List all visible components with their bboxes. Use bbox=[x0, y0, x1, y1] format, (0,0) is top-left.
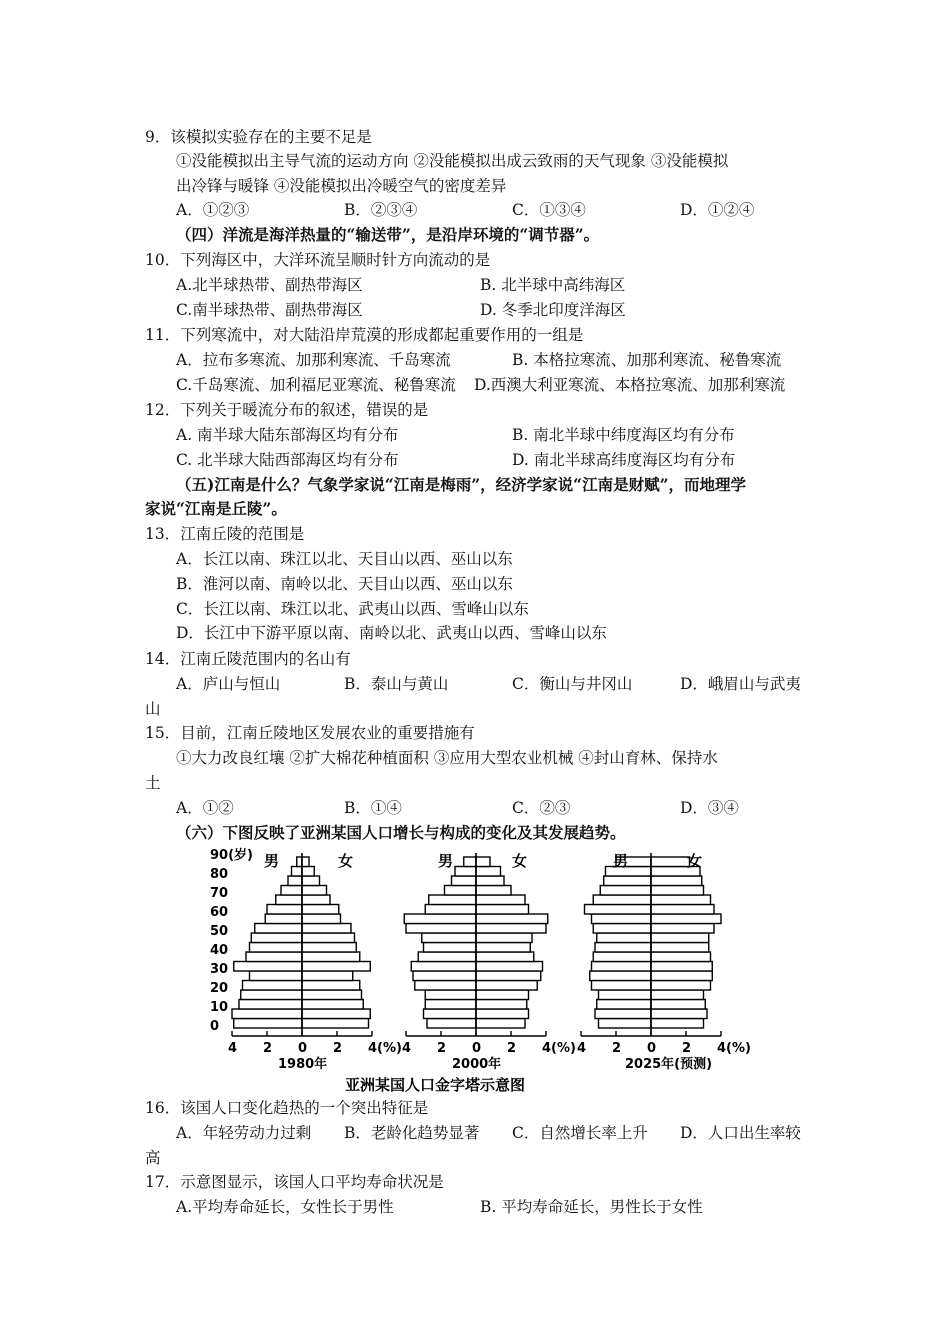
q14-option-d: D．峨眉山与武夷 bbox=[680, 675, 801, 693]
pyramid-bar-female bbox=[651, 1019, 704, 1029]
y-tick-label: 30 bbox=[210, 962, 229, 977]
pyramid-bar-female bbox=[476, 1000, 527, 1010]
q9-option-d: D．①②④ bbox=[680, 201, 755, 219]
male-label: 男 bbox=[264, 852, 280, 870]
pyramid-bar-female bbox=[651, 933, 709, 943]
pyramid-bar-male bbox=[241, 990, 302, 1000]
pyramid-bar-female bbox=[476, 857, 490, 867]
q10-option-b: B. 北半球中高纬海区 bbox=[480, 276, 626, 294]
pyramid-bar-male bbox=[595, 943, 651, 953]
pyramid-bar-female bbox=[476, 867, 501, 877]
pyramid-bar-male bbox=[406, 924, 476, 934]
pyramid-x-tick-label: 2 bbox=[507, 1041, 517, 1056]
pyramid-year-label: 2025年(预测) bbox=[625, 1057, 713, 1072]
y-tick-label: 80 bbox=[210, 867, 229, 882]
q15-option-b: B．①④ bbox=[344, 799, 402, 817]
pyramid-bar-female bbox=[651, 886, 704, 896]
pyramid-bar-female bbox=[651, 943, 709, 953]
q9-items-line1: ①没能模拟出主导气流的运动方向 ②没能模拟出成云致雨的天气现象 ③没能模拟 bbox=[176, 152, 729, 170]
pyramid-bar-female bbox=[302, 933, 355, 943]
q17-stem: 17．示意图显示，该国人口平均寿命状况是 bbox=[145, 1173, 444, 1191]
q11-option-c: C.千岛寒流、加利福尼亚寒流、秘鲁寒流 bbox=[176, 376, 456, 394]
pyramid-bar-female bbox=[651, 905, 714, 915]
pyramid-x-tick-label: 0 bbox=[647, 1041, 657, 1056]
pyramid-bar-female bbox=[651, 876, 702, 886]
pyramid-bar-female bbox=[651, 952, 711, 962]
pyramid-x-tick-label: 2 bbox=[263, 1041, 273, 1056]
pyramid-bar-female bbox=[302, 857, 309, 867]
q12-option-c: C. 北半球大陆西部海区均有分布 bbox=[176, 451, 399, 469]
pyramid-bar-female bbox=[476, 962, 543, 972]
y-axis-label: 90(岁) bbox=[210, 848, 253, 863]
pyramid-bar-female bbox=[302, 952, 360, 962]
section-5-heading-line1: （五)江南是什么？气象学家说“江南是梅雨”，经济学家说“江南是财赋”，而地理学 bbox=[176, 475, 746, 494]
pyramid-bar-female bbox=[476, 943, 530, 953]
pyramid-bar-female bbox=[651, 962, 712, 972]
pyramid-bar-male bbox=[413, 971, 476, 981]
q12-stem: 12．下列关于暖流分布的叙述，错误的是 bbox=[145, 401, 429, 419]
q15-option-c: C．②③ bbox=[512, 799, 571, 817]
q14-option-c: C．衡山与井冈山 bbox=[512, 675, 633, 693]
y-tick-label: 70 bbox=[210, 886, 229, 901]
pyramid-bar-male bbox=[597, 1000, 651, 1010]
pyramid-x-tick-label: 4 bbox=[228, 1041, 238, 1056]
q9-option-c: C．①③④ bbox=[512, 201, 586, 219]
q15-items-line1: ①大力改良红壤 ②扩大棉花种植面积 ③应用大型农业机械 ④封山育林、保持水 bbox=[176, 749, 718, 767]
pyramid-bar-female bbox=[476, 1019, 525, 1029]
pyramid-bar-male bbox=[592, 981, 652, 991]
pyramid-bar-female bbox=[302, 971, 353, 981]
pyramid-x-tick-label: 4 bbox=[402, 1041, 412, 1056]
pyramid-bar-female bbox=[476, 914, 548, 924]
pyramid-x-tick-label: 4(%) bbox=[368, 1041, 402, 1056]
pyramid-bar-female bbox=[476, 981, 537, 991]
pyramid-bar-female bbox=[651, 914, 721, 924]
pyramid-bar-male bbox=[585, 905, 652, 915]
pyramid-bar-male bbox=[599, 1019, 652, 1029]
section-5-heading-line2: 家说“江南是丘陵”。 bbox=[145, 499, 287, 518]
q10-option-c: C.南半球热带、副热带海区 bbox=[176, 301, 363, 319]
pyramid-bar-male bbox=[429, 895, 476, 905]
q9-stem: 9．该模拟实验存在的主要不足是 bbox=[145, 128, 372, 146]
pyramid-x-tick-label: 4 bbox=[577, 1041, 587, 1056]
population-pyramid-chart bbox=[205, 848, 751, 1098]
q15-option-a: A．①② bbox=[176, 799, 234, 817]
pyramid-bar-female bbox=[302, 924, 351, 934]
pyramid-bar-female bbox=[651, 990, 704, 1000]
q15-items-line2: 土 bbox=[145, 774, 161, 792]
pyramid-x-tick-label: 0 bbox=[472, 1041, 482, 1056]
q16-option-d-wrap: 高 bbox=[145, 1149, 161, 1167]
chart-title: 亚洲某国人口金字塔示意图 bbox=[345, 1076, 526, 1094]
q9-items-line2: 出冷锋与暖锋 ④没能模拟出冷暖空气的密度差异 bbox=[176, 177, 507, 195]
pyramid-bar-female bbox=[302, 914, 341, 924]
q12-option-d: D. 南北半球高纬度海区均有分布 bbox=[512, 451, 736, 469]
pyramid-bar-male bbox=[246, 952, 302, 962]
y-tick-label: 20 bbox=[210, 981, 229, 996]
y-tick-label: 50 bbox=[210, 924, 229, 939]
pyramid-x-tick-label: 2 bbox=[612, 1041, 622, 1056]
q12-option-b: B. 南北半球中纬度海区均有分布 bbox=[512, 426, 735, 444]
pyramid-bar-male bbox=[265, 914, 302, 924]
q10-option-a: A.北半球热带、副热带海区 bbox=[176, 276, 363, 294]
pyramid-bar-male bbox=[595, 1009, 651, 1019]
pyramid-bar-male bbox=[234, 1019, 302, 1029]
pyramid-bar-female bbox=[476, 952, 534, 962]
pyramid-bar-female bbox=[651, 1009, 707, 1019]
pyramid-bar-female bbox=[302, 905, 339, 915]
q11-option-b: B. 本格拉寒流、加那利寒流、秘鲁寒流 bbox=[512, 351, 782, 369]
pyramid-bar-female bbox=[476, 1009, 529, 1019]
pyramid-x-tick-label: 4(%) bbox=[542, 1041, 576, 1056]
pyramid-bar-male bbox=[593, 924, 651, 934]
q9-option-a: A．①②③ bbox=[176, 201, 250, 219]
section-6-heading: （六）下图反映了亚洲某国人口增长与构成的变化及其发展趋势。 bbox=[176, 823, 626, 842]
pyramid-bar-female bbox=[302, 990, 362, 1000]
q16-option-d: D．人口出生率较 bbox=[680, 1124, 801, 1142]
pyramid-year-label: 2000年 bbox=[452, 1057, 502, 1072]
y-tick-label: 0 bbox=[210, 1019, 220, 1034]
y-tick-label: 40 bbox=[210, 943, 229, 958]
pyramid-bar-male bbox=[251, 933, 302, 943]
pyramid-bar-male bbox=[427, 1019, 476, 1029]
q16-option-b: B．老龄化趋势显著 bbox=[344, 1124, 480, 1142]
q14-option-d-wrap: 山 bbox=[145, 700, 161, 718]
male-label: 男 bbox=[613, 852, 629, 870]
q15-option-d: D．③④ bbox=[680, 799, 739, 817]
population-pyramid-figure bbox=[205, 848, 751, 1098]
q16-option-a: A．年轻劳动力过剩 bbox=[176, 1124, 312, 1142]
pyramid-bar-male bbox=[404, 914, 476, 924]
q11-option-d: D.西澳大利亚寒流、本格拉寒流、加那利寒流 bbox=[474, 376, 786, 394]
q17-option-a: A.平均寿命延长，女性长于男性 bbox=[176, 1198, 394, 1216]
pyramid-bar-male bbox=[267, 905, 302, 915]
pyramid-bar-male bbox=[425, 1000, 476, 1010]
pyramid-bar-male bbox=[292, 867, 303, 877]
pyramid-bar-female bbox=[302, 962, 370, 972]
pyramid-bar-female bbox=[476, 990, 529, 1000]
pyramid-bar-female bbox=[302, 1009, 370, 1019]
q15-stem: 15．目前，江南丘陵地区发展农业的重要措施有 bbox=[145, 724, 475, 742]
q13-option-c: C．长江以南、珠江以北、武夷山以西、雪峰山以东 bbox=[176, 600, 529, 618]
pyramid-bar-male bbox=[288, 876, 302, 886]
pyramid-bar-female bbox=[302, 1019, 369, 1029]
pyramid-bar-female bbox=[651, 895, 711, 905]
pyramid-bar-male bbox=[255, 924, 302, 934]
pyramid-x-tick-label: 0 bbox=[298, 1041, 308, 1056]
pyramid-bar-male bbox=[239, 1000, 302, 1010]
pyramid-bar-male bbox=[250, 971, 303, 981]
q13-option-d: D．长江中下游平原以南、南岭以北、武夷山以西、雪峰山以东 bbox=[176, 624, 607, 642]
pyramid-bar-female bbox=[302, 943, 356, 953]
female-label: 女 bbox=[687, 852, 703, 870]
pyramid-bar-male bbox=[418, 952, 476, 962]
pyramid-bar-male bbox=[590, 971, 651, 981]
pyramid-x-tick-label: 2 bbox=[333, 1041, 343, 1056]
pyramid-bar-male bbox=[425, 905, 476, 915]
pyramid-bar-male bbox=[425, 990, 476, 1000]
q16-option-c: C．自然增长率上升 bbox=[512, 1124, 648, 1142]
pyramid-bar-male bbox=[243, 981, 303, 991]
q12-option-a: A. 南半球大陆东部海区均有分布 bbox=[176, 426, 399, 444]
section-4-heading: （四）洋流是海洋热量的“输送带”，是沿岸环境的“调节器”。 bbox=[176, 225, 600, 244]
pyramid-bar-male bbox=[234, 962, 302, 972]
pyramid-bar-female bbox=[476, 895, 525, 905]
pyramid-x-tick-label: 2 bbox=[682, 1041, 692, 1056]
pyramid-bar-female bbox=[651, 1000, 705, 1010]
pyramid-bar-female bbox=[651, 971, 712, 981]
female-label: 女 bbox=[338, 852, 354, 870]
pyramid-bar-male bbox=[593, 952, 651, 962]
pyramid-bar-male bbox=[593, 895, 651, 905]
pyramid-bar-female bbox=[302, 1000, 363, 1010]
pyramid-x-tick-label: 2 bbox=[437, 1041, 447, 1056]
q11-option-a: A．拉布多寒流、加那利寒流、千岛寒流 bbox=[176, 351, 451, 369]
q17-option-b: B. 平均寿命延长，男性长于女性 bbox=[480, 1198, 703, 1216]
pyramid-bar-male bbox=[276, 895, 302, 905]
pyramid-bar-male bbox=[424, 1009, 477, 1019]
q14-option-b: B．泰山与黄山 bbox=[344, 675, 449, 693]
pyramid-x-tick-label: 4(%) bbox=[717, 1041, 751, 1056]
pyramid-bar-male bbox=[281, 886, 302, 896]
y-tick-label: 60 bbox=[210, 905, 229, 920]
pyramid-bar-female bbox=[302, 981, 360, 991]
pyramid-year-label: 1980年 bbox=[278, 1057, 328, 1072]
pyramid-bar-female bbox=[476, 971, 541, 981]
q10-stem: 10．下列海区中，大洋环流呈顺时针方向流动的是 bbox=[145, 251, 491, 269]
pyramid-bar-female bbox=[476, 886, 511, 896]
q14-option-a: A．庐山与恒山 bbox=[176, 675, 281, 693]
pyramid-bar-male bbox=[411, 962, 476, 972]
pyramid-bar-female bbox=[651, 981, 711, 991]
q9-option-b: B．②③④ bbox=[344, 201, 418, 219]
pyramid-bar-male bbox=[424, 943, 477, 953]
pyramid-bar-female bbox=[651, 924, 714, 934]
pyramid-bar-male bbox=[604, 876, 651, 886]
pyramid-bar-male bbox=[464, 857, 476, 867]
pyramid-bar-female bbox=[476, 905, 529, 915]
pyramid-bar-female bbox=[302, 876, 320, 886]
pyramid-bar-male bbox=[597, 933, 651, 943]
male-label: 男 bbox=[438, 852, 454, 870]
pyramid-bar-female bbox=[302, 867, 314, 877]
q13-stem: 13．江南丘陵的范围是 bbox=[145, 525, 305, 543]
pyramid-bar-male bbox=[599, 990, 652, 1000]
pyramid-bar-female bbox=[476, 933, 532, 943]
q10-option-d: D. 冬季北印度洋海区 bbox=[480, 301, 626, 319]
pyramid-bar-male bbox=[592, 914, 652, 924]
pyramid-bar-male bbox=[415, 981, 476, 991]
q13-option-b: B．淮河以南、南岭以北、天目山以西、巫山以东 bbox=[176, 575, 513, 593]
q11-stem: 11．下列寒流中，对大陆沿岸荒漠的形成都起重要作用的一组是 bbox=[145, 326, 584, 344]
q14-stem: 14．江南丘陵范围内的名山有 bbox=[145, 650, 351, 668]
q16-stem: 16．该国人口变化趋热的一个突出特征是 bbox=[145, 1099, 429, 1117]
female-label: 女 bbox=[512, 852, 528, 870]
pyramid-bar-female bbox=[302, 895, 330, 905]
pyramid-bar-male bbox=[600, 886, 651, 896]
y-tick-label: 10 bbox=[210, 1000, 229, 1015]
pyramid-bar-male bbox=[445, 886, 477, 896]
pyramid-bar-male bbox=[452, 876, 477, 886]
pyramid-bar-female bbox=[651, 857, 690, 867]
pyramid-bar-male bbox=[250, 943, 303, 953]
q13-option-a: A．长江以南、珠江以北、天目山以西、巫山以东 bbox=[176, 550, 513, 568]
pyramid-bar-male bbox=[422, 933, 476, 943]
pyramid-bar-male bbox=[455, 867, 476, 877]
pyramid-bar-male bbox=[592, 962, 652, 972]
pyramid-bar-male bbox=[232, 1009, 302, 1019]
pyramid-bar-female bbox=[302, 886, 327, 896]
pyramid-bar-female bbox=[476, 876, 504, 886]
pyramid-bar-female bbox=[476, 924, 546, 934]
